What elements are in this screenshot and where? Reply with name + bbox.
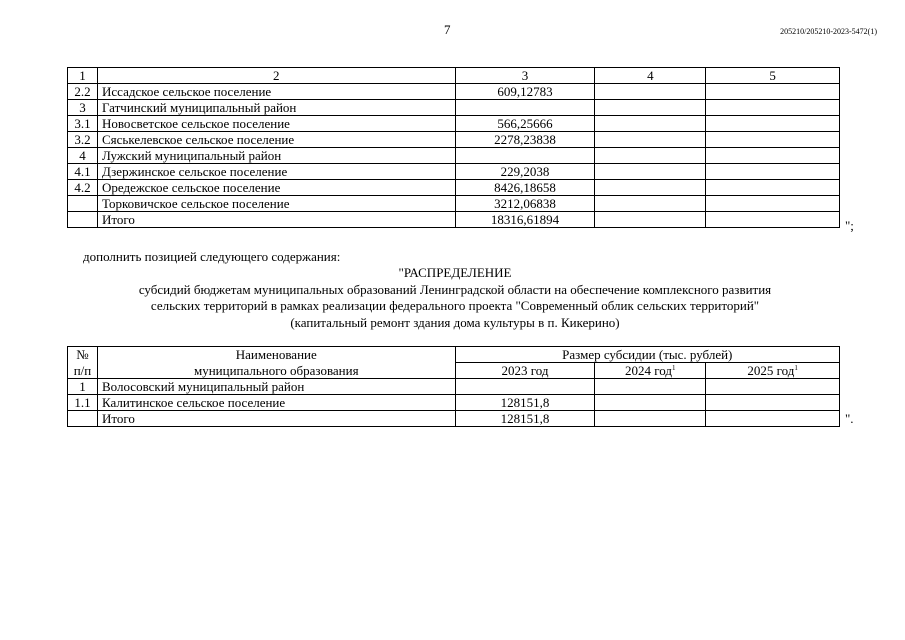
value-col-4 — [595, 395, 706, 411]
municipality-name: Итого — [97, 212, 455, 228]
subsidy-distribution-table — [67, 346, 840, 427]
heading-line-3: сельских территорий в рамках реализации федерального проекта "Современный облик сельских территорий" — [150, 298, 760, 313]
value-col-4 — [595, 148, 706, 164]
value-col-3 — [455, 379, 595, 395]
table2-header-row-1 — [68, 347, 840, 363]
row-number: 3 — [68, 100, 98, 116]
value-col-4 — [595, 180, 706, 196]
column-number-header: 5 — [706, 68, 840, 84]
value-col-5 — [706, 196, 840, 212]
footnote-mark: 1 — [794, 364, 798, 372]
page-number: 7 — [444, 22, 451, 37]
table-row — [68, 116, 840, 132]
value-col-5 — [706, 379, 840, 395]
table-row — [68, 212, 840, 228]
table-row — [68, 132, 840, 148]
value-col-5 — [706, 164, 840, 180]
value-col-5 — [706, 100, 840, 116]
heading-title: "РАСПРЕДЕЛЕНИЕ — [398, 265, 512, 280]
row-number: 4.2 — [68, 180, 98, 196]
municipality-name: Лужский муниципальный район — [97, 148, 455, 164]
value-col-5 — [706, 84, 840, 100]
header-year-2024: 2024 год$^1$ — [595, 363, 706, 379]
row-number: 3.2 — [68, 132, 98, 148]
value-col-3: 8426,18658 — [455, 180, 595, 196]
municipality-name: Дзержинское сельское поселение — [97, 164, 455, 180]
row-number: 2.2 — [68, 84, 98, 100]
value-col-5 — [706, 411, 840, 427]
heading-line-4: (капитальный ремонт здания дома культуры в п. Кикерино) — [290, 315, 620, 330]
table2-closing-quote: ". — [845, 411, 854, 426]
header-name-top: Наименование — [97, 347, 455, 363]
municipality-name: Торковичское сельское поселение — [97, 196, 455, 212]
table-row — [68, 164, 840, 180]
municipality-name: Оредежское сельское поселение — [97, 180, 455, 196]
heading-line-2: субсидий бюджетам муниципальных образований Ленинградской области на обеспечение комплексного развития — [138, 282, 772, 297]
municipality-name: Сяськелевское сельское поселение — [97, 132, 455, 148]
municipality-name: Новосветское сельское поселение — [97, 116, 455, 132]
municipality-name: Гатчинский муниципальный район — [97, 100, 455, 116]
header-subsidy-size: Размер субсидии (тыс. рублей) — [455, 347, 839, 363]
table-row — [68, 196, 840, 212]
footnote-mark: 1 — [672, 364, 676, 372]
table-row — [68, 84, 840, 100]
row-number — [68, 411, 98, 427]
value-col-3 — [455, 100, 595, 116]
value-col-5 — [706, 395, 840, 411]
value-col-3 — [455, 148, 595, 164]
value-col-3: 18316,61894 — [455, 212, 595, 228]
header-number-bottom: п/п — [68, 363, 98, 379]
table2-header-row-2 — [68, 363, 840, 379]
table-row — [68, 395, 840, 411]
table-row — [68, 411, 840, 427]
value-col-5 — [706, 132, 840, 148]
value-col-4 — [595, 196, 706, 212]
table1-closing-quote: "; — [845, 218, 854, 233]
value-col-5 — [706, 180, 840, 196]
column-number-header: 3 — [455, 68, 595, 84]
row-number: 4 — [68, 148, 98, 164]
document-code: 205210/205210-2023-5472(1) — [780, 27, 877, 36]
value-col-5 — [706, 116, 840, 132]
row-number: 4.1 — [68, 164, 98, 180]
value-col-4 — [595, 164, 706, 180]
column-number-header: 1 — [68, 68, 98, 84]
header-number-top: № — [68, 347, 98, 363]
header-year-2023: 2023 год — [455, 363, 595, 379]
table-row — [68, 180, 840, 196]
value-col-4 — [595, 116, 706, 132]
value-col-4 — [595, 100, 706, 116]
value-col-4 — [595, 411, 706, 427]
column-number-header: 2 — [97, 68, 455, 84]
row-number: 3.1 — [68, 116, 98, 132]
table-row — [68, 100, 840, 116]
row-number — [68, 212, 98, 228]
value-col-4 — [595, 212, 706, 228]
value-col-3: 2278,23838 — [455, 132, 595, 148]
table-row — [68, 379, 840, 395]
amendment-intro-text: дополнить позицией следующего содержания: — [83, 249, 341, 264]
row-number: 1.1 — [68, 395, 98, 411]
row-number: 1 — [68, 379, 98, 395]
table1-header-row — [68, 68, 840, 84]
value-col-3: 3212,06838 — [455, 196, 595, 212]
value-col-3: 128151,8 — [455, 395, 595, 411]
value-col-4 — [595, 132, 706, 148]
row-number — [68, 196, 98, 212]
value-col-3: 566,25666 — [455, 116, 595, 132]
municipality-name: Иссадское сельское поселение — [97, 84, 455, 100]
header-year-2025: 2025 год$^1$ — [706, 363, 840, 379]
value-col-5 — [706, 148, 840, 164]
value-col-4 — [595, 379, 706, 395]
municipality-name: Итого — [97, 411, 455, 427]
municipality-name: Волосовский муниципальный район — [97, 379, 455, 395]
allocation-table-continued — [67, 67, 840, 228]
table-row — [68, 148, 840, 164]
value-col-5 — [706, 212, 840, 228]
value-col-3: 128151,8 — [455, 411, 595, 427]
municipality-name: Калитинское сельское поселение — [97, 395, 455, 411]
value-col-3: 229,2038 — [455, 164, 595, 180]
value-col-3: 609,12783 — [455, 84, 595, 100]
header-name-bottom: муниципального образования — [97, 363, 455, 379]
value-col-4 — [595, 84, 706, 100]
column-number-header: 4 — [595, 68, 706, 84]
